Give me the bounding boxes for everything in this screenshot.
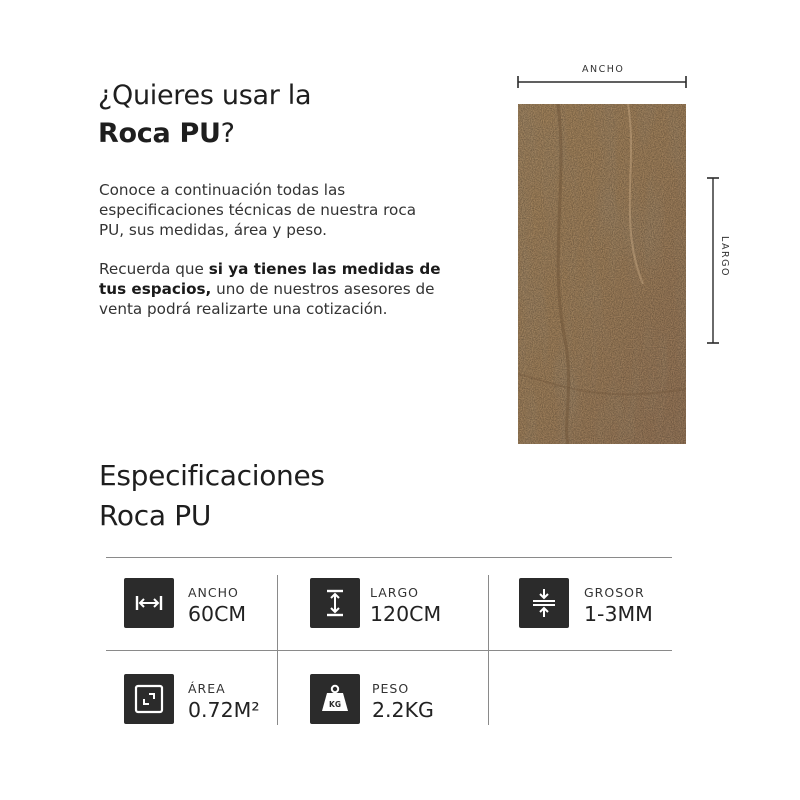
headline-line2 xyxy=(98,118,235,149)
quote-bold: si ya tienes las medidas de tus espacios, xyxy=(99,260,441,298)
specs-divider-top xyxy=(106,557,672,558)
spec-label-area: ÁREA xyxy=(188,681,226,696)
height-arrows-icon xyxy=(310,578,360,628)
headline-line1: ¿Quieres usar la xyxy=(98,80,312,111)
specs-title-line1: Especificaciones xyxy=(99,459,325,492)
width-dimension-label: ANCHO xyxy=(582,64,625,75)
area-expand-icon xyxy=(124,674,174,724)
quote-suffix: uno de nuestros asesores de venta podrá realizarte una cotización. xyxy=(99,280,435,318)
spec-value-ancho: 60CM xyxy=(188,602,247,626)
specs-divider-col1 xyxy=(277,575,278,725)
length-dimension-label: LARGO xyxy=(719,236,730,277)
intro-paragraph: Conoce a continuación todas las especificaciones técnicas de nuestra roca PU, sus medidas, área y peso. xyxy=(99,181,417,239)
thickness-arrows-icon xyxy=(519,578,569,628)
width-dimension-line xyxy=(516,72,688,92)
specs-divider-middle xyxy=(106,650,672,651)
specs-title-line2: Roca PU xyxy=(99,499,212,532)
weight-icon-text: KG xyxy=(329,700,341,709)
spec-value-grosor: 1-3MM xyxy=(584,602,653,626)
headline-question-mark: ? xyxy=(220,118,235,149)
spec-value-area: 0.72M² xyxy=(188,698,260,722)
spec-label-ancho: ANCHO xyxy=(188,585,239,600)
spec-label-peso: PESO xyxy=(372,681,410,696)
specs-title xyxy=(99,456,325,536)
spec-label-largo: LARGO xyxy=(370,585,420,600)
quote-paragraph xyxy=(99,259,469,319)
quote-prefix: Recuerda que xyxy=(99,260,209,278)
headline-product-name: Roca PU xyxy=(98,118,221,149)
spec-value-largo: 120CM xyxy=(370,602,442,626)
spec-label-grosor: GROSOR xyxy=(584,585,645,600)
width-arrows-icon xyxy=(124,578,174,628)
weight-kg-icon xyxy=(310,674,360,724)
specs-divider-col2 xyxy=(488,575,489,725)
spec-value-peso: 2.2KG xyxy=(372,698,434,722)
roca-pu-panel-image xyxy=(518,104,686,444)
